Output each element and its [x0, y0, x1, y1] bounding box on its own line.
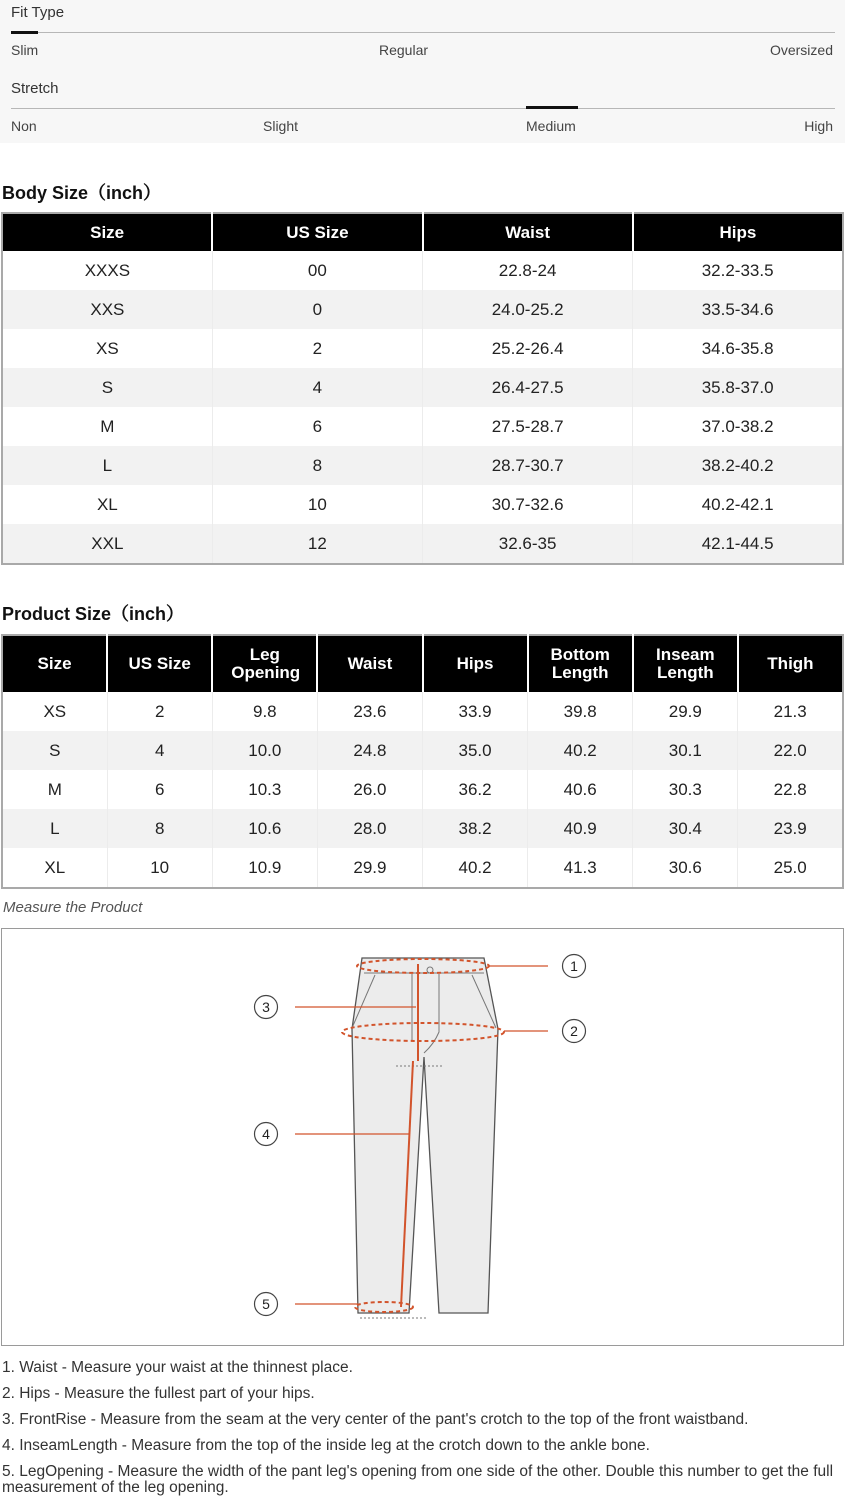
- note-hips: 2. Hips - Measure the fullest part of your hips.: [2, 1385, 315, 1402]
- header-size: Size: [2, 213, 212, 251]
- callout-5: [255, 1293, 278, 1316]
- table-cell: 4: [107, 731, 212, 770]
- product-size-rows: [2, 692, 843, 888]
- fit-type-option-regular: Regular: [379, 42, 429, 58]
- table-cell: 33.9: [423, 692, 528, 731]
- svg-text:2: 2: [570, 1023, 578, 1039]
- table-row: [2, 407, 843, 446]
- stretch-option-medium: Medium: [526, 118, 576, 134]
- note-leg-opening: 5. LegOpening - Measure the width of the pant leg's opening from one side of the other. Double this number to get the full measurement of the leg opening.: [2, 1463, 834, 1496]
- header-size: Size: [2, 635, 107, 692]
- table-cell: XXS: [2, 290, 212, 329]
- fit-type-selected-marker: [11, 31, 38, 34]
- table-cell: 40.2: [528, 731, 633, 770]
- header-us-size: US Size: [107, 635, 212, 692]
- table-cell: M: [47, 779, 62, 799]
- header-thigh: Thigh: [738, 635, 843, 692]
- table-cell: 22.8: [738, 770, 843, 809]
- table-cell: 36.2: [423, 770, 528, 809]
- header-hips: Hips: [423, 635, 528, 692]
- svg-text:5: 5: [262, 1296, 270, 1312]
- header-inseam-length: Inseam Length: [633, 635, 738, 692]
- table-cell: 10.0: [212, 731, 317, 770]
- fit-panel: [0, 0, 845, 143]
- svg-text:3: 3: [262, 999, 270, 1015]
- table-row: [2, 446, 843, 485]
- table-cell: M: [100, 416, 115, 436]
- table-cell: 38.2: [423, 809, 528, 848]
- table-row: [2, 692, 843, 731]
- body-size-table: [1, 212, 844, 565]
- table-cell: 27.5-28.7: [423, 407, 633, 446]
- table-row: [2, 329, 843, 368]
- table-header-row: [2, 635, 843, 692]
- stretch-option-high: High: [804, 118, 833, 134]
- table-cell: 29.9: [317, 848, 422, 888]
- body-size-rows: [2, 251, 843, 564]
- fit-type-option-oversized: Oversized: [769, 42, 833, 58]
- stretch-selected-marker: [526, 106, 578, 109]
- table-cell: 10: [107, 848, 212, 888]
- table-cell: XL: [44, 857, 66, 877]
- table-cell: 24.0-25.2: [423, 290, 633, 329]
- pants-illustration: [352, 958, 498, 1313]
- table-cell: XS: [96, 338, 119, 358]
- header-us-size: US Size: [212, 213, 422, 251]
- note-front-rise: 3. FrontRise - Measure from the seam at the very center of the pant's crotch to the top of the front waistband.: [2, 1411, 749, 1428]
- table-cell: 38.2-40.2: [633, 446, 843, 485]
- svg-text:1: 1: [570, 958, 578, 974]
- note-waist: 1. Waist - Measure your waist at the thinnest place.: [2, 1359, 353, 1376]
- table-cell: 30.6: [633, 848, 738, 888]
- table-header-row: [2, 213, 843, 251]
- header-waist: Waist: [423, 213, 633, 251]
- stretch-scale: [11, 108, 835, 109]
- table-row: [2, 524, 843, 564]
- callout-3: [255, 996, 278, 1019]
- table-cell: 40.2: [423, 848, 528, 888]
- table-cell: 42.1-44.5: [633, 524, 843, 564]
- table-row: [2, 485, 843, 524]
- table-row: [2, 770, 843, 809]
- product-size-table: [1, 634, 844, 889]
- fit-type-label: Fit Type: [11, 4, 65, 21]
- table-cell: 10.9: [212, 848, 317, 888]
- table-cell: 22.0: [738, 731, 843, 770]
- table-cell: L: [2, 446, 212, 485]
- note-inseam-length: 4. InseamLength - Measure from the top of the inside leg at the crotch down to the ankle bone.: [2, 1437, 650, 1454]
- table-cell: 34.6-35.8: [633, 329, 843, 368]
- callout-2: [563, 1020, 586, 1043]
- table-cell: 28.7-30.7: [423, 446, 633, 485]
- table-cell: 0: [212, 290, 422, 329]
- table-cell: 30.1: [633, 731, 738, 770]
- table-cell: 22.8-24: [423, 251, 633, 290]
- svg-text:4: 4: [262, 1126, 270, 1142]
- table-cell: 12: [212, 524, 422, 564]
- table-cell: S: [2, 731, 107, 770]
- table-cell: 10.3: [212, 770, 317, 809]
- measure-diagram: [1, 928, 844, 1346]
- table-cell: 29.9: [633, 692, 738, 731]
- table-cell: 26.4-27.5: [423, 368, 633, 407]
- table-cell: 41.3: [528, 848, 633, 888]
- table-cell: 10.6: [212, 809, 317, 848]
- table-row: [2, 290, 843, 329]
- header-hips: Hips: [633, 213, 843, 251]
- table-cell: 21.3: [738, 692, 843, 731]
- table-row: [2, 251, 843, 290]
- table-cell: XS: [43, 701, 67, 721]
- table-cell: 00: [212, 251, 422, 290]
- table-cell: 30.7-32.6: [423, 485, 633, 524]
- table-cell: 8: [107, 809, 212, 848]
- table-cell: 40.6: [528, 770, 633, 809]
- measurement-notes: [2, 1360, 837, 1506]
- product-size-title: Product Size（inch）: [2, 604, 185, 624]
- table-row: [2, 809, 843, 848]
- table-cell: 2: [107, 692, 212, 731]
- table-cell: S: [2, 368, 212, 407]
- table-cell: 40.2-42.1: [633, 485, 843, 524]
- pants-diagram: [2, 929, 843, 1345]
- table-cell: 30.3: [633, 770, 738, 809]
- header-waist: Waist: [317, 635, 422, 692]
- stretch-option-slight: Slight: [263, 118, 299, 134]
- table-cell: 26.0: [317, 770, 422, 809]
- table-cell: 35.8-37.0: [633, 368, 843, 407]
- table-cell: XL: [96, 494, 118, 514]
- table-cell: XXL: [2, 524, 212, 564]
- table-cell: 30.4: [633, 809, 738, 848]
- table-cell: 32.2-33.5: [633, 251, 843, 290]
- fit-type-option-slim: Slim: [11, 42, 39, 58]
- table-row: [2, 731, 843, 770]
- table-row: [2, 848, 843, 888]
- table-cell: 9.8: [212, 692, 317, 731]
- table-cell: 2: [212, 329, 422, 368]
- table-cell: 6: [212, 407, 422, 446]
- table-cell: 33.5-34.6: [633, 290, 843, 329]
- body-size-title: Body Size（inch）: [2, 183, 162, 203]
- stretch-label: Stretch: [11, 80, 59, 97]
- table-cell: 35.0: [423, 731, 528, 770]
- stretch-option-non: Non: [11, 118, 37, 134]
- table-cell: 37.0-38.2: [633, 407, 843, 446]
- table-cell: 25.2-26.4: [423, 329, 633, 368]
- table-cell: 25.0: [738, 848, 843, 888]
- table-cell: 24.8: [317, 731, 422, 770]
- table-cell: 8: [212, 446, 422, 485]
- table-cell: 6: [107, 770, 212, 809]
- table-cell: 23.6: [317, 692, 422, 731]
- table-row: [2, 368, 843, 407]
- callout-1: [563, 955, 586, 978]
- table-cell: 28.0: [317, 809, 422, 848]
- table-cell: 40.9: [528, 809, 633, 848]
- table-cell: 32.6-35: [423, 524, 633, 564]
- table-cell: XXXS: [84, 260, 131, 280]
- header-leg-opening: Leg Opening: [212, 635, 317, 692]
- measure-title: Measure the Product: [3, 899, 143, 916]
- table-cell: 10: [212, 485, 422, 524]
- table-cell: 23.9: [738, 809, 843, 848]
- table-cell: 39.8: [528, 692, 633, 731]
- callout-4: [255, 1123, 278, 1146]
- table-cell: L: [2, 809, 107, 848]
- header-bottom-length: Bottom Length: [528, 635, 633, 692]
- table-cell: 4: [212, 368, 422, 407]
- fit-type-scale: [11, 32, 835, 33]
